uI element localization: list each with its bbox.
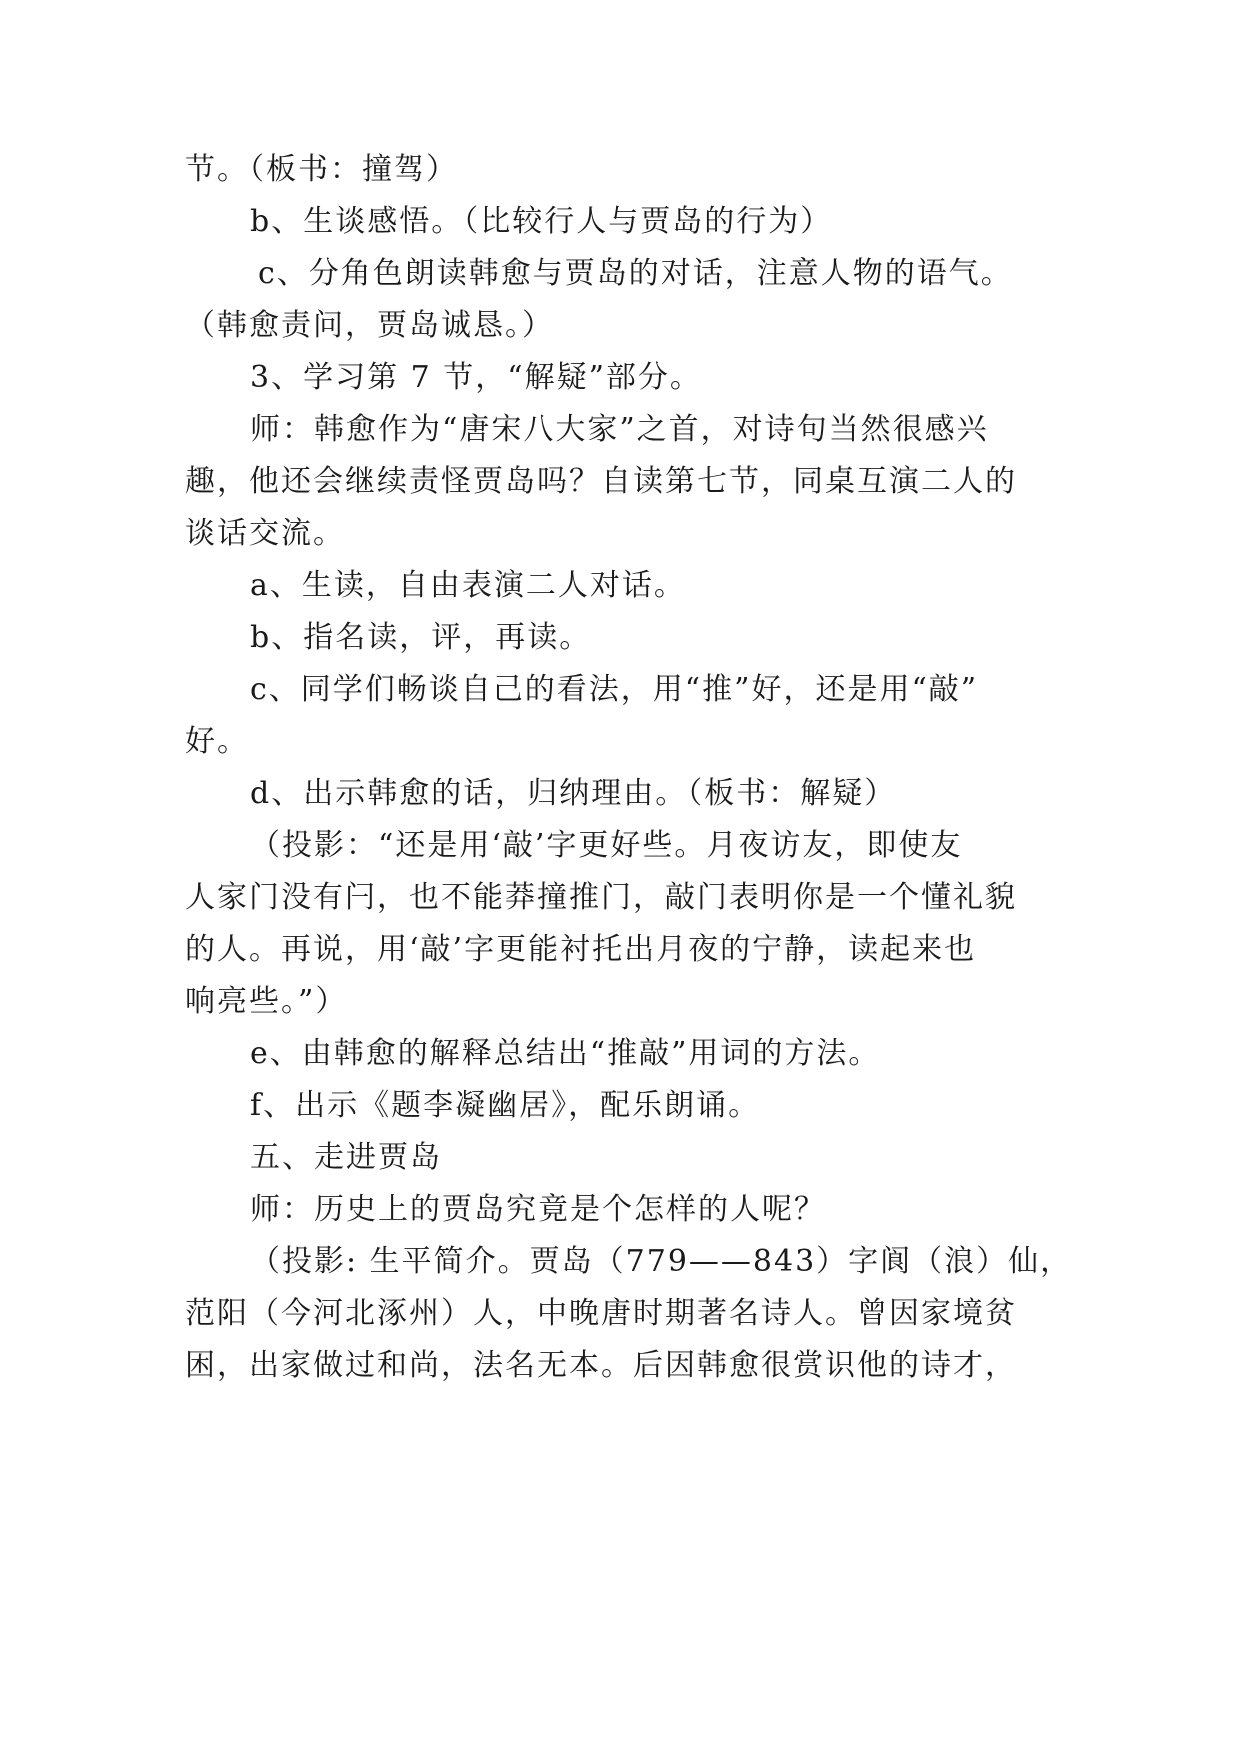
text-line: 的人。再说，用‘敲’字更能衬托出月夜的宁静，读起来也	[185, 932, 977, 967]
text-line: （投影: 生平简介。贾岛（779——843）字阆（浪）仙，	[250, 1244, 1073, 1279]
text-line: 困，出家做过和尚，法名无本。后因韩愈很赏识他的诗才，	[185, 1348, 1017, 1383]
text-line: 五、走进贾岛	[250, 1140, 442, 1175]
text-line: 人家门没有闩，也不能莽撞推门，敲门表明你是一个懂礼貌	[185, 880, 1017, 915]
text-line: 响亮些。”）	[185, 984, 348, 1019]
text-line: f、出示《题李凝幽居》，配乐朗诵。	[250, 1088, 761, 1123]
text-line: 好。	[185, 724, 249, 759]
text-line: c、分角色朗读韩愈与贾岛的对话，注意人物的语气。	[258, 256, 1013, 291]
text-line: b、生谈感悟。（比较行人与贾岛的行为）	[250, 204, 833, 239]
text-line: 3、学习第 7 节，“解疑”部分。	[250, 360, 702, 395]
text-line: 师：历史上的贾岛究竟是个怎样的人呢？	[250, 1192, 826, 1227]
text-line: c、同学们畅谈自己的看法，用“推”好，还是用“敲”	[250, 672, 979, 707]
text-line: （韩愈责问，贾岛诚恳。）	[185, 308, 554, 343]
text-line: b、指名读，评，再读。	[250, 620, 592, 655]
text-line: 师：韩愈作为“唐宋八大家”之首，对诗句当然很感兴	[250, 412, 989, 447]
text-line: （投影：“还是用‘敲’字更好些。月夜访友，即使友	[250, 828, 963, 863]
text-line: 范阳（今河北涿州）人，中晚唐时期著名诗人。曾因家境贫	[185, 1296, 1017, 1331]
text-line: d、出示韩愈的话，归纳理由。（板书：解疑）	[250, 776, 897, 811]
text-line: 趣，他还会继续责怪贾岛吗？自读第七节，同桌互演二人的	[185, 464, 1017, 499]
text-line: e、由韩愈的解释总结出“推敲”用词的方法。	[250, 1036, 881, 1071]
text-line: a、生读，自由表演二人对话。	[250, 568, 686, 603]
text-line: 谈话交流。	[185, 516, 345, 551]
text-line: 节。（板书：撞驾）	[185, 152, 458, 187]
